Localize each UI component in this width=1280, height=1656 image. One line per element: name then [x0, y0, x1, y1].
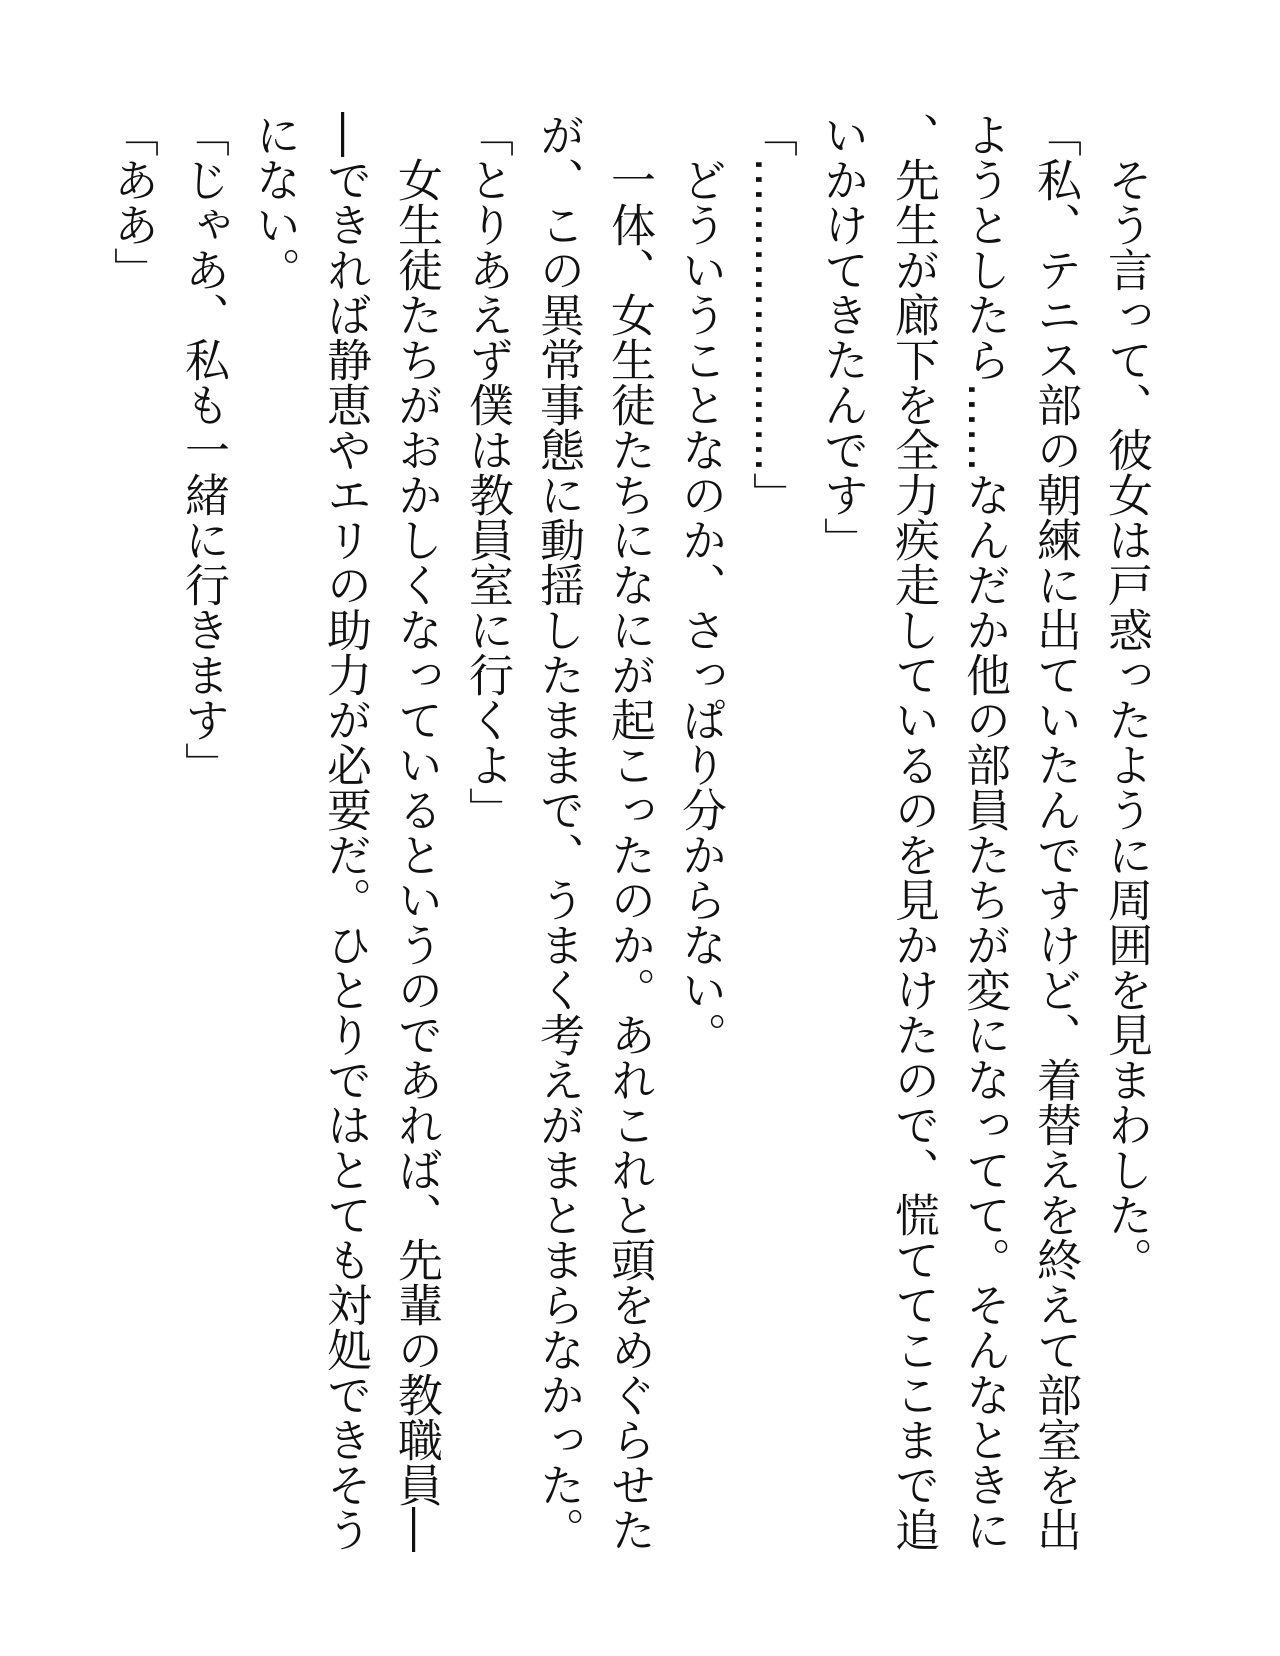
paragraph-narration-4: 女生徒たちがおかしくなっているというのであれば、先輩の教職員――できれば静恵やエリの助力が必要だ。ひとりではとても対処できそうにない。 [248, 112, 443, 1552]
vertical-text-body [97, 112, 1162, 1552]
paragraph-dialogue-3: 「とりあえず僕は教員室に行くよ」 [461, 112, 514, 832]
paragraph-narration-2: どういうことなのか、さっぱり分からない。 [674, 157, 727, 1057]
paragraph-dialogue-5: 「ああ」 [106, 112, 159, 292]
paragraph-narration-1: そう言って、彼女は戸惑ったように周囲を見まわした。 [1100, 157, 1153, 1282]
paragraph-dialogue-2: 「…………………」 [745, 112, 798, 517]
paragraph-dialogue-1: 「私、テニス部の朝練に出ていたんですけど、着替えを終えて部室を出ようとしたら……なんだか他の部員たちが変になってて。そんなときに、先生が廊下を全力疾走しているのを見かけたので、慌ててここまで追いかけてきたんです」 [816, 112, 1082, 1552]
paragraph-dialogue-4: 「じゃあ、私も一緒に行きます」 [177, 112, 230, 787]
paragraph-narration-3: 一体、女生徒たちになにが起こったのか。あれこれと頭をめぐらせたが、この異常事態に動揺したままで、うまく考えがまとまらなかった。 [532, 112, 656, 1552]
